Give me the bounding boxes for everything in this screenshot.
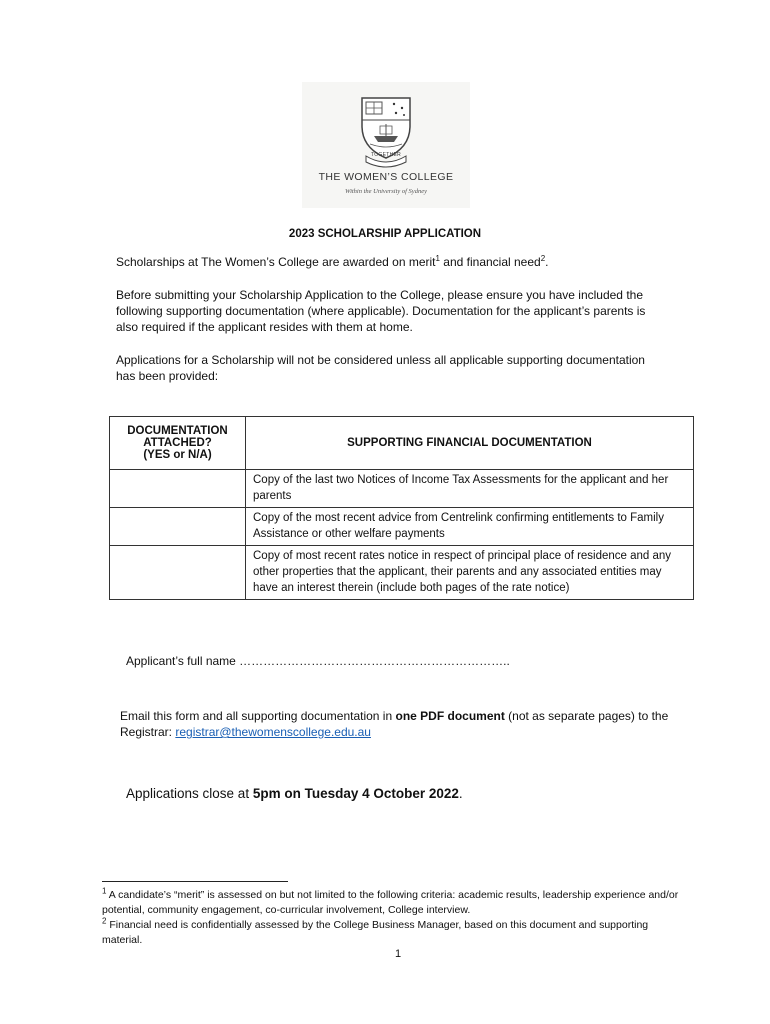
footnote-2: $^2$ Financial need is confidentially assessed by the College Business Manager, based on this document and supporting material. [102, 916, 649, 946]
attached-cell[interactable] [110, 508, 246, 546]
logo-motto: TOGETHER [370, 152, 402, 158]
college-name: THE WOMEN’S COLLEGE [318, 171, 454, 183]
footnote-ref-2: 2 [540, 254, 546, 263]
table-row [110, 546, 694, 600]
table-header-row [110, 417, 694, 470]
attached-cell[interactable] [110, 546, 246, 600]
doc-description: Copy of most recent rates notice in respect of principal place of residence and any other properties that the applicant, their parents and any associated entities may have an interest therein (include both pages of the rate notice) [246, 546, 694, 600]
before-submitting-paragraph: Before submitting your Scholarship Application to the College, please ensure you have included the following supporting documentation (where applicable). Documentation for the applicant’s parents is also required if the applicant resides with them at home. [116, 288, 646, 334]
college-crest-icon [356, 92, 416, 172]
footnote-divider [102, 881, 288, 882]
footnote-ref-1: 1 [435, 254, 440, 263]
applicant-name-field[interactable]: Applicant’s full name ………………………………………………………….. [126, 654, 510, 668]
email-instructions: Email this form and all supporting documentation in one PDF document (not as separate pages) to the Registrar: registrar@thewomenscollege.edu.au [120, 709, 669, 739]
header-supporting-documentation: SUPPORTING FINANCIAL DOCUMENTATION [246, 417, 694, 470]
college-subtitle: Within the University of Sydney [345, 188, 427, 195]
page-number: 1 [394, 948, 402, 960]
intro-paragraph: Scholarships at The Women’s College are awarded on merit$^1$ and financial need$^2$. [116, 254, 549, 269]
page-title: 2023 SCHOLARSHIP APPLICATION [288, 228, 482, 240]
registrar-email-link[interactable]: registrar@thewomenscollege.edu.au [175, 725, 371, 739]
header-documentation-attached: DOCUMENTATION ATTACHED? (YES or N/A) [110, 417, 246, 470]
college-logo [302, 82, 470, 208]
closing-date-notice: Applications close at 5pm on Tuesday 4 October 2022. [126, 786, 463, 801]
documentation-table [109, 416, 694, 600]
doc-description: Copy of the last two Notices of Income Tax Assessments for the applicant and her parents [246, 470, 694, 508]
doc-description: Copy of the most recent advice from Centrelink confirming entitlements to Family Assistance or other welfare payments [246, 508, 694, 546]
table-row [110, 508, 694, 546]
table-row [110, 470, 694, 508]
attached-cell[interactable] [110, 470, 246, 508]
applications-paragraph: Applications for a Scholarship will not be considered unless all applicable supporting documentation has been provided: [116, 353, 645, 383]
footnote-1: $^1$ A candidate’s “merit” is assessed on but not limited to the following criteria: academic results, leadership experience and/or potential, community engagement, co-curricular involvement, College interview. [102, 886, 679, 916]
